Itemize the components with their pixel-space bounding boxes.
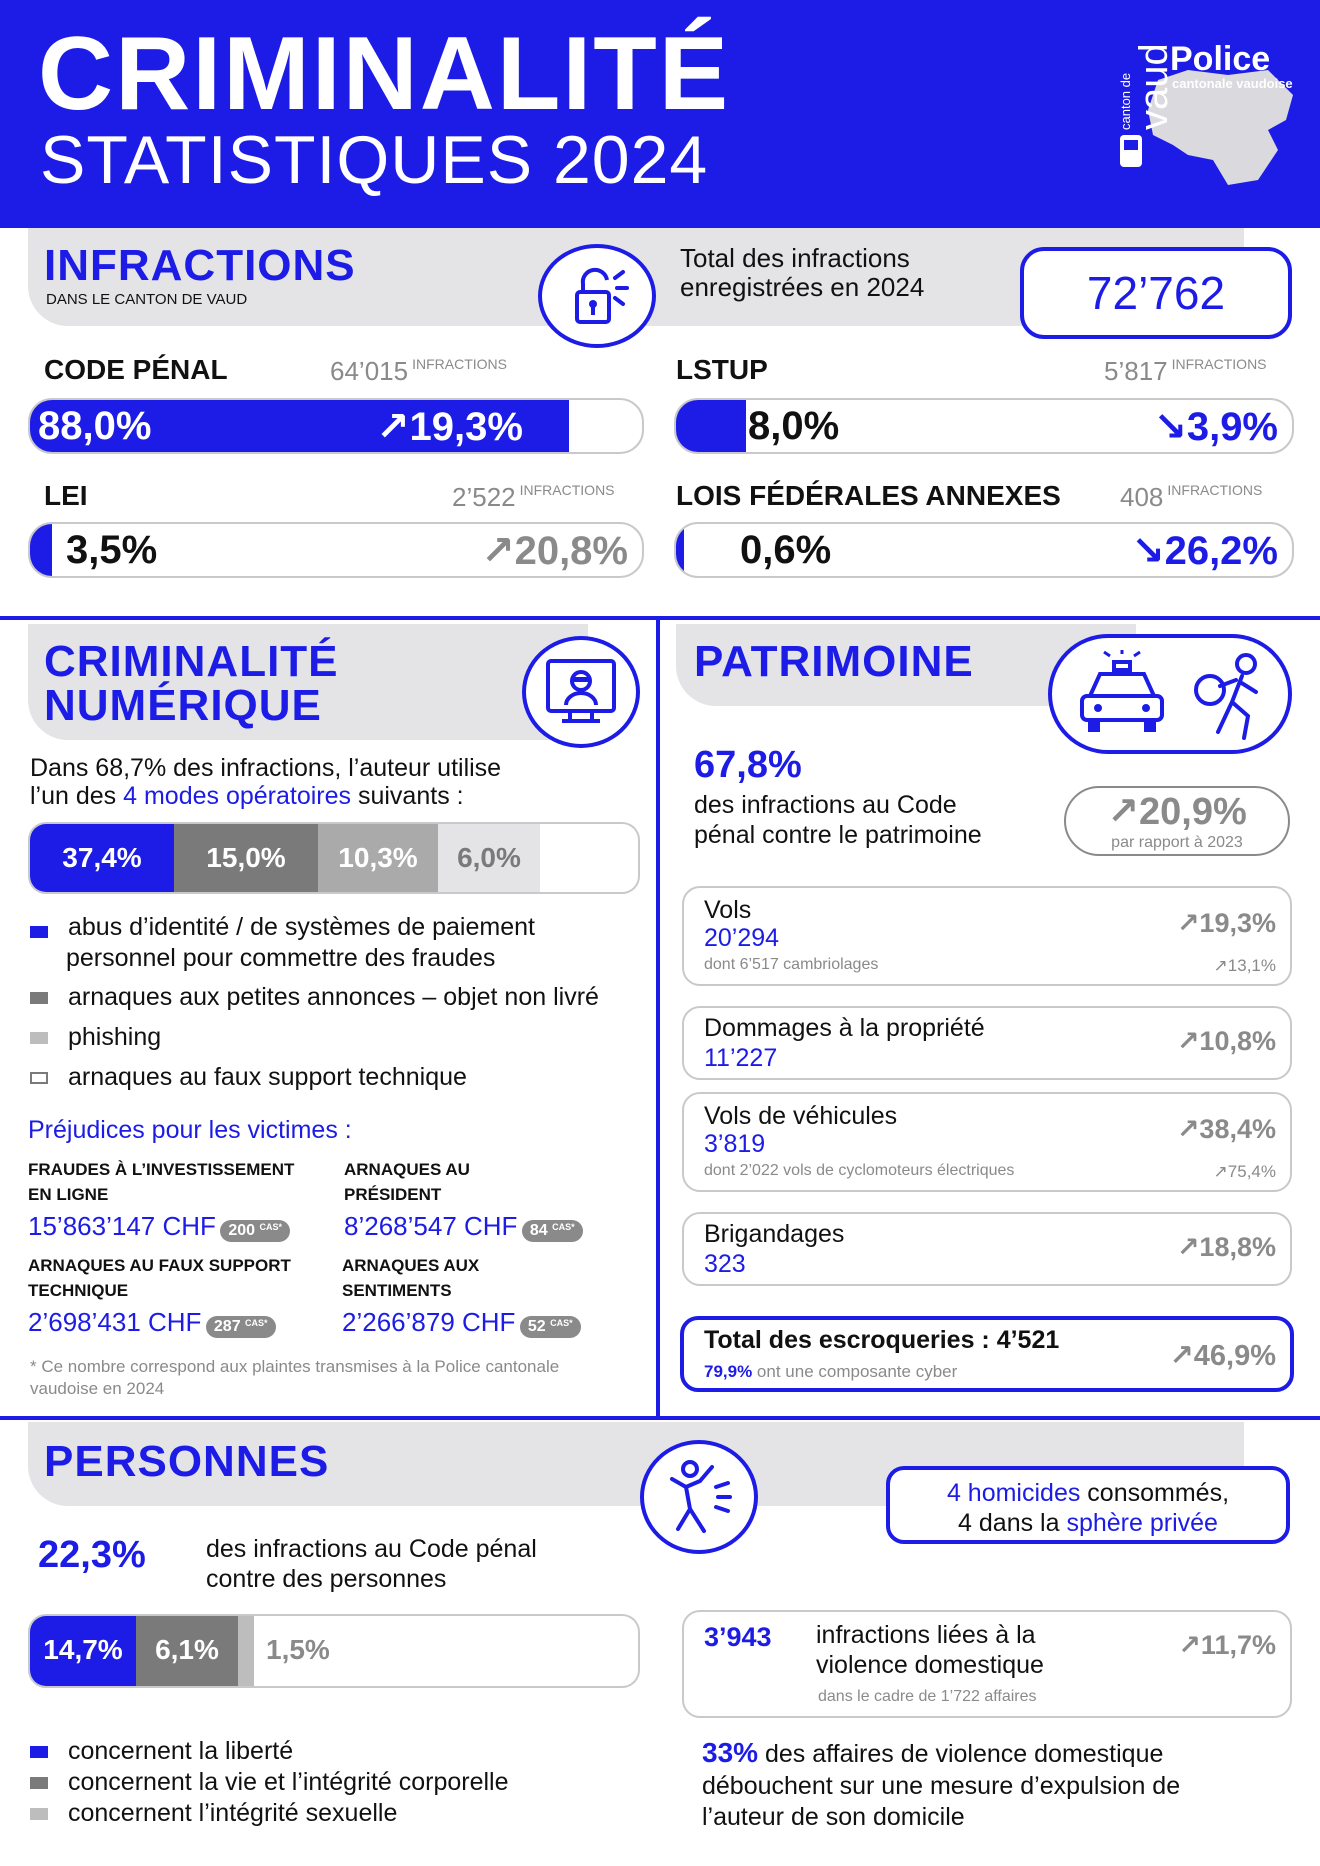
- prejudice-label: SENTIMENTS: [342, 1280, 452, 1300]
- numerique-seg-1-label: 37,4%: [62, 842, 142, 873]
- divider-1: [0, 616, 1320, 620]
- cat-count-unit: INFRACTIONS: [1171, 356, 1267, 372]
- numerique-seg-2-label: 15,0%: [206, 842, 286, 873]
- prejudice-label: ARNAQUES AUX: [342, 1256, 480, 1275]
- lock-icon: [538, 244, 656, 348]
- prejudice-amount: 2’698’431 CHF: [28, 1307, 202, 1338]
- personnes-seg-3-label: 1,5%: [266, 1634, 330, 1665]
- prejudice-label: PRÉSIDENT: [344, 1184, 442, 1204]
- bar-pct-lei: 3,5%: [66, 528, 158, 572]
- logo-canton-text: canton de: [1118, 72, 1133, 130]
- patrimoine-trend: ↗20,9%: [1107, 791, 1247, 833]
- header-banner: [0, 0, 1320, 228]
- logo-police-sub: cantonale vaudoise: [1172, 76, 1293, 91]
- numerique-title-1: CRIMINALITÉ: [44, 637, 339, 686]
- legend-text: phishing: [68, 1023, 162, 1051]
- numerique-legend-4: [30, 1062, 467, 1093]
- hacker-screen-icon: [522, 636, 640, 748]
- personnes-seg-2-label: 6,1%: [155, 1634, 219, 1665]
- patrimoine-card-vols: [682, 886, 1292, 986]
- bar-lois-federales: [674, 522, 1294, 578]
- homicides-highlight: 4 homicides: [946, 1479, 1081, 1507]
- expulsion-text: [702, 1736, 1180, 1833]
- logo-vaud-text: vaud: [1132, 43, 1176, 130]
- card-label: Vols: [704, 896, 752, 924]
- page-subtitle: STATISTIQUES 2024: [40, 122, 709, 198]
- homicides-text: consommés,: [1080, 1479, 1230, 1507]
- bar-fill-lei: [30, 524, 52, 576]
- legend-square: [30, 1072, 48, 1084]
- numerique-legend-1: [30, 912, 650, 975]
- cat-count-value: 5’817: [1104, 356, 1168, 386]
- prejudice-label: EN LIGNE: [28, 1184, 109, 1204]
- total-value: 72’762: [1086, 267, 1226, 319]
- card-trend: ↗19,3%: [1176, 908, 1276, 938]
- patrimoine-pct: 67,8%: [694, 744, 802, 786]
- card-detail-trend: ↗13,1%: [1213, 956, 1276, 975]
- legend-text: abus d’identité / de systèmes de paiement personnel pour commettre des fraudes: [66, 913, 535, 973]
- numerique-legend-3: [30, 1022, 161, 1053]
- prejudice-3: [28, 1254, 338, 1338]
- prejudice-label: FRAUDES À L’INVESTISSEMENT: [28, 1160, 295, 1179]
- escro-sub-text: ont une composante cyber: [752, 1362, 958, 1381]
- vd-sub: dans le cadre de 1’722 affaires: [818, 1688, 1037, 1705]
- cat-count-unit: INFRACTIONS: [412, 356, 507, 372]
- prejudice-label: ARNAQUES AU FAUX SUPPORT: [28, 1256, 291, 1275]
- prejudice-4: [342, 1254, 652, 1338]
- prejudice-amount: 8’268’547 CHF: [344, 1211, 518, 1242]
- cat-label-lei: LEI: [44, 480, 88, 511]
- cat-count-value: 408: [1120, 482, 1164, 512]
- patrimoine-icons: [1048, 634, 1292, 754]
- cat-count-lei: [452, 482, 615, 513]
- card-trend: ↗18,8%: [1176, 1232, 1276, 1262]
- cat-count-lois-federales: [1120, 482, 1262, 513]
- footnote-line: * Ce nombre correspond aux plaintes transmises à la Police cantonale: [30, 1357, 560, 1376]
- escro-trend: ↗46,9%: [1169, 1340, 1276, 1372]
- cat-count-value: 64’015: [330, 356, 409, 386]
- patrimoine-card-vols-vehicules: [682, 1092, 1292, 1192]
- personnes-legend-3: [30, 1798, 397, 1829]
- bar-trend-lois-federales: ↘26,2%: [1131, 529, 1278, 573]
- legend-text: concernent la vie et l’intégrité corporelle: [68, 1768, 509, 1796]
- card-value: 11’227: [704, 1044, 778, 1072]
- numerique-title-2: NUMÉRIQUE: [44, 681, 322, 730]
- cas-unit: CAS*: [552, 1222, 575, 1233]
- patrimoine-title: PATRIMOINE: [694, 637, 974, 686]
- numerique-footnote: [30, 1356, 630, 1400]
- card-label: Brigandages: [704, 1220, 845, 1248]
- patrimoine-desc-line: pénal contre le patrimoine: [694, 821, 982, 849]
- card-detail: dont 2’022 vols de cyclomoteurs électriques: [704, 1162, 1015, 1179]
- cat-label-lois-federales: LOIS FÉDÉRALES ANNEXES: [676, 480, 1061, 511]
- violence-person-icon: [640, 1440, 758, 1554]
- card-label: Vols de véhicules: [704, 1102, 898, 1130]
- card-value: 20’294: [704, 924, 780, 952]
- vd-label: [816, 1620, 1044, 1680]
- bar-trend-lstup: ↘3,9%: [1153, 405, 1278, 449]
- expulsion-text-1: des affaires de violence domestique: [758, 1740, 1164, 1768]
- escro-sub: [704, 1362, 957, 1382]
- legend-text: arnaques aux petites annonces – objet non livré: [68, 983, 599, 1011]
- numerique-bar: [28, 822, 640, 894]
- police-car-icon: [1072, 648, 1172, 744]
- legend-text: concernent la liberté: [68, 1737, 294, 1765]
- prejudice-label: TECHNIQUE: [28, 1280, 129, 1300]
- cas-unit: CAS*: [245, 1318, 268, 1329]
- card-value: 3’819: [704, 1130, 766, 1158]
- expulsion-line-1: [702, 1736, 1180, 1771]
- card-value: 323: [704, 1250, 746, 1278]
- bar-pct-code-penal: 88,0%: [38, 404, 152, 448]
- numerique-intro-2: [30, 782, 464, 811]
- cas-count: 200: [228, 1222, 256, 1240]
- prejudice-amount: 2’266’879 CHF: [342, 1307, 516, 1338]
- card-trend: ↗10,8%: [1176, 1026, 1276, 1056]
- personnes-title: PERSONNES: [44, 1437, 330, 1486]
- patrimoine-desc: [694, 790, 982, 850]
- legend-square: [30, 1746, 48, 1758]
- expulsion-pct: 33%: [702, 1737, 759, 1768]
- vd-trend: ↗11,7%: [1178, 1630, 1276, 1660]
- cas-badge: [522, 1220, 583, 1242]
- prejudice-amount: 15’863’147 CHF: [28, 1211, 216, 1242]
- legend-text: arnaques au faux support technique: [68, 1063, 467, 1091]
- bar-fill-lstup: [676, 400, 746, 452]
- numerique-legend-2: [30, 982, 599, 1013]
- bar-trend-lei: ↗20,8%: [481, 529, 628, 573]
- bar-fill-lois-federales: [676, 524, 684, 576]
- personnes-desc-line: contre des personnes: [206, 1565, 447, 1593]
- cas-count: 287: [213, 1318, 241, 1336]
- infractions-subtitle: DANS LE CANTON DE VAUD: [46, 291, 248, 308]
- prejudices-title: Préjudices pour les victimes :: [28, 1116, 352, 1144]
- violence-domestique-card: [682, 1610, 1292, 1718]
- cat-count-unit: INFRACTIONS: [519, 482, 615, 498]
- total-label: Total des infractions enregistrées en 2024: [680, 243, 925, 303]
- cas-unit: CAS*: [550, 1318, 573, 1329]
- bar-pct-lois-federales: 0,6%: [740, 528, 832, 572]
- patrimoine-trend-sub: par rapport à 2023: [1111, 833, 1243, 851]
- numerique-seg-3-label: 10,3%: [338, 842, 418, 873]
- page-title: CRIMINALITÉ: [38, 16, 731, 132]
- cas-badge: [206, 1316, 276, 1338]
- intro-highlight: 4 modes opératoires: [123, 782, 352, 810]
- card-trend: ↗38,4%: [1176, 1114, 1276, 1144]
- expulsion-line-2: débouchent sur une mesure d’expulsion de: [702, 1771, 1181, 1800]
- patrimoine-card-dommages: [682, 1006, 1292, 1080]
- personnes-bar: [28, 1614, 640, 1688]
- cat-count-value: 2’522: [452, 482, 516, 512]
- footnote-line: vaudoise en 2024: [30, 1379, 165, 1399]
- vd-value: 3’943: [704, 1622, 772, 1652]
- cat-count-lstup: [1104, 356, 1267, 387]
- bar-lstup: [674, 398, 1294, 454]
- patrimoine-desc-line: des infractions au Code: [694, 791, 957, 819]
- intro-pre: l’un des: [30, 782, 124, 810]
- patrimoine-trend-box: [1064, 786, 1290, 856]
- legend-square: [30, 926, 48, 938]
- bar-code-penal: [28, 398, 644, 454]
- homicides-text: 4 dans la: [958, 1509, 1067, 1537]
- cas-count: 52: [527, 1318, 546, 1336]
- bar-trend-code-penal: ↗19,3%: [376, 405, 523, 449]
- numerique-intro-1: Dans 68,7% des infractions, l’auteur utilise: [30, 754, 502, 782]
- numerique-seg-4-label: 6,0%: [457, 842, 521, 873]
- personnes-desc: [206, 1534, 537, 1594]
- escro-pct: 79,9%: [704, 1362, 753, 1381]
- bar-pct-lstup: 8,0%: [748, 404, 840, 448]
- personnes-desc-line: des infractions au Code pénal: [206, 1535, 537, 1563]
- homicides-highlight: sphère privée: [1066, 1509, 1218, 1537]
- prejudice-label: ARNAQUES AU: [344, 1160, 470, 1179]
- bar-lei: [28, 522, 644, 578]
- patrimoine-escroqueries: [680, 1316, 1294, 1392]
- divider-2: [0, 1416, 1320, 1420]
- vd-label-line: violence domestique: [816, 1651, 1044, 1679]
- thief-icon: [1192, 650, 1276, 746]
- escro-label: Total des escroqueries : 4’521: [704, 1326, 1060, 1354]
- card-label: Dommages à la propriété: [704, 1014, 985, 1042]
- card-detail-trend: ↗75,4%: [1213, 1162, 1276, 1181]
- personnes-seg-1-label: 14,7%: [43, 1634, 123, 1665]
- legend-square: [30, 1777, 48, 1789]
- personnes-seg-3: [238, 1616, 254, 1686]
- prejudice-1: [28, 1158, 328, 1242]
- personnes-legend-1: [30, 1736, 293, 1767]
- personnes-legend-2: [30, 1767, 509, 1798]
- cas-count: 84: [529, 1222, 548, 1240]
- police-logo: [1118, 40, 1298, 190]
- homicides-line-1: [890, 1478, 1286, 1508]
- cas-unit: CAS*: [259, 1222, 283, 1233]
- legend-square: [30, 992, 48, 1004]
- logo-police-text: Police: [1170, 40, 1271, 78]
- expulsion-line-3: l’auteur de son domicile: [702, 1802, 965, 1831]
- legend-square: [30, 1032, 48, 1044]
- cat-label-code-penal: CODE PÉNAL: [44, 354, 228, 385]
- homicides-line-2: [890, 1508, 1286, 1538]
- vd-label-line: infractions liées à la: [816, 1621, 1036, 1649]
- intro-post: suivants :: [351, 782, 464, 810]
- homicides-box: [886, 1466, 1290, 1544]
- infractions-title: INFRACTIONS: [44, 241, 356, 290]
- cat-count-unit: INFRACTIONS: [1167, 482, 1263, 498]
- cat-count-code-penal: [330, 356, 507, 387]
- cas-badge: [220, 1220, 290, 1242]
- prejudice-2: [344, 1158, 644, 1242]
- legend-square: [30, 1808, 48, 1820]
- personnes-pct: 22,3%: [38, 1534, 146, 1576]
- card-detail: dont 6’517 cambriolages: [704, 956, 879, 973]
- patrimoine-card-brigandages: [682, 1212, 1292, 1286]
- cas-badge: [520, 1316, 581, 1338]
- divider-vertical: [656, 616, 660, 1420]
- total-value-box: [1020, 247, 1292, 339]
- cat-label-lstup: LSTUP: [676, 354, 768, 385]
- legend-text: concernent l’intégrité sexuelle: [68, 1799, 398, 1827]
